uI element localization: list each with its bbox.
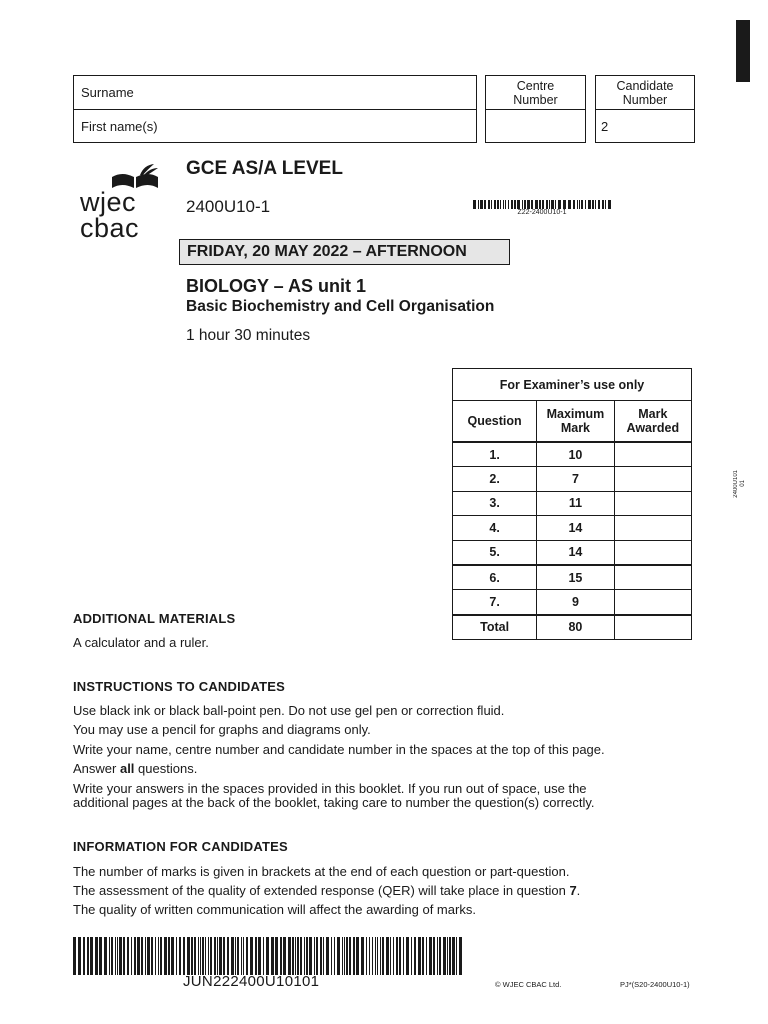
table-row	[453, 491, 692, 515]
barcode-bar	[346, 937, 348, 975]
barcode-bar	[131, 937, 132, 975]
total-max-mark: 80	[537, 615, 614, 640]
barcode-bar	[266, 937, 269, 975]
question-number: 3.	[453, 491, 537, 515]
max-mark: 14	[537, 516, 614, 540]
barcode-bar	[480, 200, 483, 209]
candidate-number-value: 2	[601, 119, 609, 134]
candidate-number-label-2: Number	[622, 93, 668, 107]
side-code-line-1: 2400U101	[733, 470, 739, 498]
barcode-bar	[151, 937, 153, 975]
barcode-bar	[123, 937, 125, 975]
centre-number-header	[486, 76, 585, 110]
barcode-bar	[342, 937, 343, 975]
barcode-bar	[292, 937, 294, 975]
barcode-bar	[171, 937, 174, 975]
barcode-bar	[386, 937, 389, 975]
barcode-bar	[179, 937, 181, 975]
instruction-line-4	[73, 761, 693, 776]
information-heading: INFORMATION FOR CANDIDATES	[73, 839, 288, 854]
open-book-icon	[110, 163, 160, 189]
barcode-bar	[288, 937, 291, 975]
table-row	[453, 442, 692, 467]
barcode-bar	[403, 937, 404, 975]
barcode-bar	[581, 200, 583, 209]
barcode-bar	[585, 200, 586, 209]
barcode-bar	[508, 200, 509, 209]
barcode-bar	[563, 200, 566, 209]
barcode-bar	[535, 200, 538, 209]
barcode-bar	[337, 937, 340, 975]
information-line-2-end: .	[576, 883, 581, 898]
barcode-bar	[155, 937, 156, 975]
registration-mark	[736, 20, 750, 82]
barcode-bar	[158, 937, 159, 975]
barcode-bar	[275, 937, 278, 975]
barcode-bar	[558, 200, 561, 209]
col-max-mark-label-2: Mark	[560, 421, 591, 435]
barcode-bar	[382, 937, 384, 975]
barcode-bar	[314, 937, 315, 975]
barcode-bar	[608, 200, 611, 209]
barcode-bar	[309, 937, 312, 975]
barcode-bar	[549, 200, 550, 209]
barcode-bar	[380, 937, 381, 975]
logo-text-wjec: wjec	[80, 187, 137, 217]
barcode-bar	[168, 937, 170, 975]
qualification-title: GCE AS/A LEVEL	[186, 158, 343, 179]
barcode-bar	[568, 200, 571, 209]
barcode-bar	[592, 200, 594, 209]
barcode-bar	[271, 937, 274, 975]
barcode-bar	[595, 200, 596, 209]
barcode-bar	[127, 937, 129, 975]
barcode-bar	[210, 937, 212, 975]
max-mark: 9	[537, 590, 614, 615]
barcode-bar	[406, 937, 409, 975]
barcode-bar	[522, 200, 523, 209]
surname-label: Surname	[81, 85, 134, 100]
col-awarded-label-2: Awarded	[626, 421, 680, 435]
barcode-bar	[331, 937, 332, 975]
barcode-bar	[194, 937, 196, 975]
barcode-bar	[491, 200, 492, 209]
barcode-bar	[73, 937, 76, 975]
barcode-bar	[426, 937, 427, 975]
barcode-bar	[527, 200, 530, 209]
barcode-bar	[459, 937, 462, 975]
max-mark: 10	[537, 442, 614, 467]
barcode-bar	[280, 937, 282, 975]
barcode-bar	[111, 937, 113, 975]
mark-awarded-cell[interactable]	[614, 491, 691, 515]
barcode-bar	[602, 200, 604, 209]
barcode-bar	[488, 200, 490, 209]
col-mark-awarded-header	[614, 401, 691, 443]
barcode-bar	[605, 200, 606, 209]
paper-code: 2400U10-1	[186, 197, 271, 216]
barcode-bar	[205, 937, 206, 975]
barcode-bar	[214, 937, 216, 975]
barcode-bar	[160, 937, 162, 975]
barcode-bar	[83, 937, 85, 975]
mark-awarded-cell[interactable]	[614, 540, 691, 565]
information-line-3: The quality of written communication will affect the awarding of marks.	[73, 902, 476, 917]
barcode-bar	[258, 937, 261, 975]
instruction-line-4-end: questions.	[134, 761, 198, 776]
barcode-bar	[366, 937, 367, 975]
barcode-bar	[353, 937, 355, 975]
barcode-bar	[456, 937, 457, 975]
max-mark: 11	[537, 491, 614, 515]
barcode-bar	[145, 937, 146, 975]
barcode-bar	[500, 200, 501, 209]
barcode-bar	[503, 200, 504, 209]
total-label: Total	[453, 615, 537, 640]
barcode-bar	[198, 937, 199, 975]
barcode-bar	[235, 937, 236, 975]
instruction-line-4-bold: all	[119, 761, 135, 776]
information-line-2-bold: 7	[569, 883, 577, 898]
max-mark: 14	[537, 540, 614, 565]
col-max-mark-header	[537, 401, 614, 443]
barcode-bar	[191, 937, 193, 975]
barcode-bar	[147, 937, 150, 975]
barcode-bar	[411, 937, 412, 975]
barcode-bar	[283, 937, 286, 975]
barcode-bar	[109, 937, 110, 975]
barcode-bar	[183, 937, 185, 975]
col-question-header: Question	[453, 401, 537, 443]
barcode-bar	[433, 937, 435, 975]
question-number: 7.	[453, 590, 537, 615]
barcode-bar	[555, 200, 556, 209]
barcode-bar	[320, 937, 322, 975]
barcode-bar	[449, 937, 451, 975]
mark-awarded-cell[interactable]	[614, 590, 691, 615]
first-name-label: First name(s)	[81, 119, 158, 134]
barcode-bar	[375, 937, 376, 975]
instruction-line-4-start: Answer	[73, 761, 120, 776]
exam-date: FRIDAY, 20 MAY 2022 – AFTERNOON	[179, 239, 510, 265]
barcode-bar	[539, 200, 541, 209]
barcode-bar	[344, 937, 345, 975]
wjec-logo	[80, 163, 164, 243]
mark-awarded-cell[interactable]	[614, 516, 691, 540]
barcode-bar	[227, 937, 229, 975]
table-row	[453, 565, 692, 590]
additional-materials-text: A calculator and a ruler.	[73, 635, 209, 650]
barcode-bar	[390, 937, 391, 975]
barcode-bar	[246, 937, 248, 975]
mark-awarded-cell[interactable]	[614, 467, 691, 491]
barcode-bar	[514, 200, 516, 209]
centre-number-label-1: Centre	[516, 79, 555, 93]
barcode-bar	[115, 937, 116, 975]
barcode-bar	[478, 200, 479, 209]
barcode-bar	[437, 937, 438, 975]
barcode-bar	[414, 937, 416, 975]
barcode-bar	[304, 937, 305, 975]
barcode-small-text: Z22-2400U10-1	[517, 209, 567, 216]
barcode-bar	[78, 937, 81, 975]
barcode-bar	[316, 937, 318, 975]
barcode-bar	[104, 937, 107, 975]
barcode-bar	[484, 200, 486, 209]
table-row	[453, 467, 692, 491]
barcode-bar	[349, 937, 351, 975]
barcode-bar	[494, 200, 496, 209]
candidate-name-box	[73, 75, 477, 143]
surname-field[interactable]	[74, 76, 476, 110]
barcode-bar	[511, 200, 513, 209]
barcode-bar	[295, 937, 296, 975]
table-row	[453, 540, 692, 565]
barcode-bar	[497, 200, 499, 209]
barcode-bar	[551, 200, 554, 209]
barcode-bar	[243, 937, 244, 975]
instruction-line-5: Write your answers in the spaces provided in this booklet. If you run out of space, use the	[73, 781, 587, 796]
barcode-bar	[237, 937, 239, 975]
barcode-large-text: JUN222400U10101	[183, 973, 320, 990]
barcode-bar	[134, 937, 136, 975]
first-name-field[interactable]	[74, 110, 476, 144]
instruction-line-1: Use black ink or black ball-point pen. Do not use gel pen or correction fluid.	[73, 703, 505, 718]
barcode-bar	[176, 937, 177, 975]
instruction-line-2: You may use a pencil for graphs and diagrams only.	[73, 722, 371, 737]
centre-number-label-2: Number	[513, 93, 558, 107]
side-paper-code	[733, 470, 747, 498]
barcode-bar	[217, 937, 218, 975]
information-line-1: The number of marks is given in brackets at the end of each question or part-question.	[73, 864, 570, 879]
barcode-bar	[87, 937, 89, 975]
candidate-number-label-1: Candidate	[616, 79, 674, 93]
barcode-bar	[323, 937, 324, 975]
instruction-line-3: Write your name, centre number and candidate number in the spaces at the top of this page.	[73, 742, 605, 757]
barcode-bar	[223, 937, 225, 975]
barcode-bar	[393, 937, 394, 975]
question-number: 1.	[453, 442, 537, 467]
barcode-bar	[517, 200, 520, 209]
barcode-bar	[447, 937, 448, 975]
barcode-bar	[588, 200, 591, 209]
question-number: 6.	[453, 565, 537, 590]
barcode-bar	[524, 200, 526, 209]
barcode-bar	[579, 200, 580, 209]
barcode-bar	[418, 937, 421, 975]
candidate-number-header	[596, 76, 694, 110]
barcode-bar	[399, 937, 401, 975]
barcode-bar	[200, 937, 201, 975]
table-row	[453, 516, 692, 540]
barcode-bar	[95, 937, 98, 975]
barcode-bar	[119, 937, 122, 975]
information-line-2-start: The assessment of the quality of extended response (QER) will take place in question	[73, 883, 570, 898]
barcode-bar	[306, 937, 308, 975]
barcode-bar	[164, 937, 167, 975]
barcode-bar	[396, 937, 398, 975]
barcode-bar	[326, 937, 329, 975]
barcode-bar	[241, 937, 242, 975]
barcode-bar	[263, 937, 264, 975]
barcode-bar	[361, 937, 364, 975]
barcode-bar	[542, 200, 544, 209]
barcode-bar	[452, 937, 455, 975]
logo-text-cbac: cbac	[80, 213, 140, 243]
candidate-number-box[interactable]	[595, 75, 695, 143]
barcode-bar	[137, 937, 140, 975]
barcode-bar	[99, 937, 102, 975]
mark-awarded-cell[interactable]	[614, 442, 691, 467]
col-max-mark-label-1: Maximum	[546, 407, 605, 421]
barcode-bar	[377, 937, 378, 975]
barcode-bar	[422, 937, 424, 975]
barcode-bar	[369, 937, 370, 975]
barcode-bar	[117, 937, 118, 975]
additional-materials-heading: ADDITIONAL MATERIALS	[73, 611, 236, 626]
question-number: 5.	[453, 540, 537, 565]
barcode-bar	[297, 937, 299, 975]
subject-title: BIOLOGY – AS unit 1	[186, 276, 367, 296]
paper-reference: PJ*(S20-2400U10-1)	[620, 980, 690, 989]
barcode-bar	[443, 937, 446, 975]
barcode-bar	[372, 937, 373, 975]
barcode-bar	[356, 937, 359, 975]
examiner-marks-table	[452, 368, 692, 640]
barcode-bar	[141, 937, 143, 975]
barcode-bar	[473, 200, 476, 209]
copyright-notice: © WJEC CBAC Ltd.	[495, 980, 562, 989]
side-code-line-2: 01	[740, 480, 746, 488]
max-mark: 7	[537, 467, 614, 491]
barcode-bar	[219, 937, 222, 975]
question-number: 2.	[453, 467, 537, 491]
col-awarded-label-1: Mark	[638, 407, 668, 421]
barcode-bar	[531, 200, 533, 209]
barcode-bar	[187, 937, 190, 975]
exam-duration: 1 hour 30 minutes	[186, 327, 311, 344]
centre-number-box[interactable]	[485, 75, 586, 143]
barcode-small	[473, 200, 611, 209]
barcode-bar	[505, 200, 506, 209]
barcode-bar	[439, 937, 441, 975]
barcode-bar	[202, 937, 204, 975]
barcode-large	[73, 937, 465, 975]
barcode-bar	[208, 937, 209, 975]
barcode-bar	[577, 200, 578, 209]
instructions-heading: INSTRUCTIONS TO CANDIDATES	[73, 679, 286, 694]
mark-awarded-cell[interactable]	[614, 565, 691, 590]
max-mark: 15	[537, 565, 614, 590]
barcode-bar	[598, 200, 600, 209]
examiner-table-title: For Examiner’s use only	[453, 369, 692, 401]
barcode-bar	[334, 937, 335, 975]
barcode-bar	[546, 200, 548, 209]
barcode-bar	[231, 937, 234, 975]
barcode-bar	[573, 200, 575, 209]
table-row	[453, 590, 692, 615]
information-line-2	[73, 883, 693, 898]
barcode-bar	[429, 937, 432, 975]
question-number: 4.	[453, 516, 537, 540]
barcode-bar	[255, 937, 257, 975]
instruction-line-6: additional pages at the back of the booklet, taking care to number the question(s) correctly.	[73, 795, 595, 810]
barcode-bar	[300, 937, 302, 975]
barcode-bar	[250, 937, 253, 975]
barcode-bar	[90, 937, 93, 975]
subject-subtitle: Basic Biochemistry and Cell Organisation	[186, 298, 495, 315]
